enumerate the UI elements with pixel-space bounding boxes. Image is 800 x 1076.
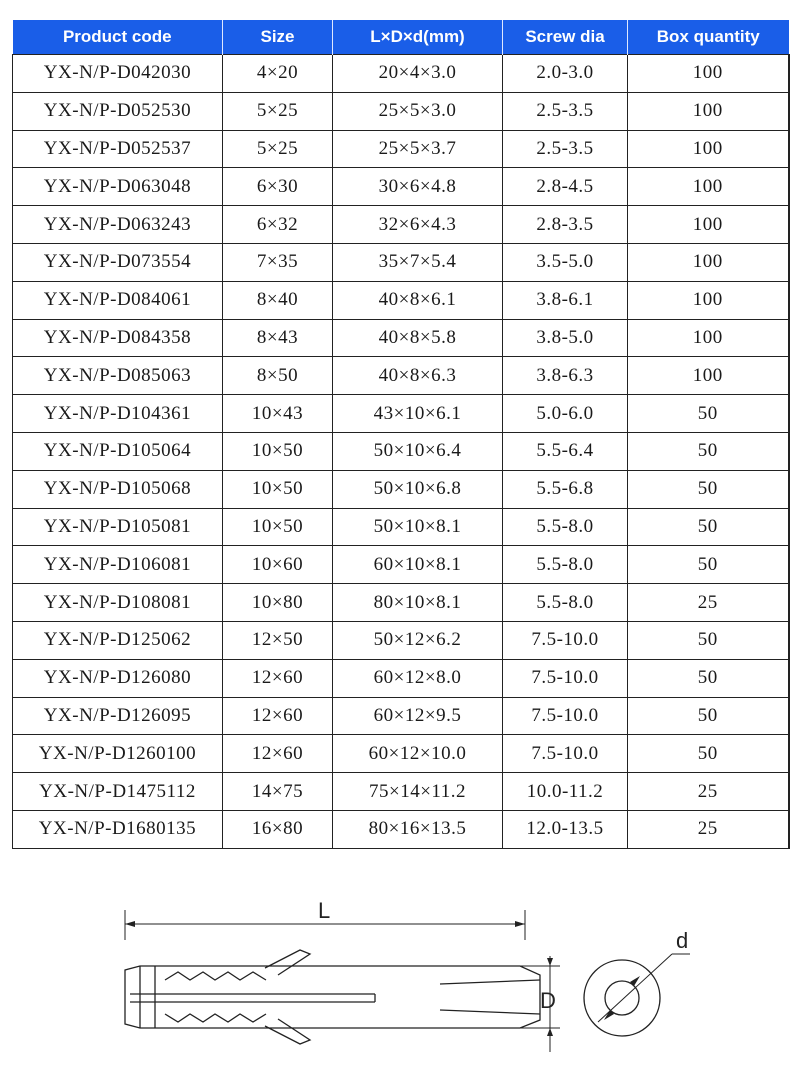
table-row [13, 395, 789, 433]
cell-size: 6×32 [223, 206, 333, 244]
length-arrow-left [125, 921, 135, 927]
table-row [13, 735, 789, 773]
cell-product-code: YX-N/P-D063243 [13, 206, 223, 244]
cell-product-code: YX-N/P-D105064 [13, 432, 223, 470]
length-label: L [318, 898, 331, 923]
cell-screw-dia: 7.5-10.0 [503, 659, 628, 697]
table-row [13, 92, 789, 130]
cell-dimensions: 50×10×8.1 [333, 508, 503, 546]
cell-screw-dia: 2.5-3.5 [503, 130, 628, 168]
cell-size: 8×43 [223, 319, 333, 357]
cell-product-code: YX-N/P-D084358 [13, 319, 223, 357]
cell-product-code: YX-N/P-D105081 [13, 508, 223, 546]
cell-product-code: YX-N/P-D084061 [13, 281, 223, 319]
cell-product-code: YX-N/P-D126095 [13, 697, 223, 735]
table-row [13, 810, 789, 848]
table-row [13, 508, 789, 546]
header-screw-dia: Screw dia [503, 20, 628, 55]
cell-size: 10×50 [223, 432, 333, 470]
cell-dimensions: 60×12×9.5 [333, 697, 503, 735]
outer-diameter-label: D [540, 988, 556, 1013]
table-header-row [13, 20, 789, 55]
cell-product-code: YX-N/P-D104361 [13, 395, 223, 433]
cell-size: 8×50 [223, 357, 333, 395]
cell-dimensions: 80×10×8.1 [333, 584, 503, 622]
length-arrow-right [515, 921, 525, 927]
cell-box-quantity: 25 [628, 773, 789, 811]
cell-screw-dia: 3.8-6.3 [503, 357, 628, 395]
cell-product-code: YX-N/P-D105068 [13, 470, 223, 508]
cell-dimensions: 25×5×3.0 [333, 92, 503, 130]
table-row [13, 432, 789, 470]
table-row [13, 697, 789, 735]
cell-size: 14×75 [223, 773, 333, 811]
cell-size: 12×60 [223, 697, 333, 735]
cell-box-quantity: 50 [628, 508, 789, 546]
cell-screw-dia: 3.8-6.1 [503, 281, 628, 319]
cell-screw-dia: 10.0-11.2 [503, 773, 628, 811]
cell-size: 10×50 [223, 508, 333, 546]
table-row [13, 168, 789, 206]
cell-box-quantity: 50 [628, 470, 789, 508]
cell-dimensions: 50×12×6.2 [333, 621, 503, 659]
cell-size: 5×25 [223, 130, 333, 168]
cell-size: 10×60 [223, 546, 333, 584]
cell-product-code: YX-N/P-D1680135 [13, 810, 223, 848]
diameter-arrow-bottom [547, 1028, 553, 1036]
cell-box-quantity: 100 [628, 92, 789, 130]
cell-product-code: YX-N/P-D042030 [13, 55, 223, 93]
cell-box-quantity: 100 [628, 357, 789, 395]
cell-size: 16×80 [223, 810, 333, 848]
cell-dimensions: 60×12×10.0 [333, 735, 503, 773]
table-row [13, 55, 789, 93]
cell-box-quantity: 25 [628, 810, 789, 848]
cell-product-code: YX-N/P-D125062 [13, 621, 223, 659]
cell-dimensions: 40×8×6.3 [333, 357, 503, 395]
cell-product-code: YX-N/P-D126080 [13, 659, 223, 697]
cell-box-quantity: 100 [628, 243, 789, 281]
cell-dimensions: 30×6×4.8 [333, 168, 503, 206]
cell-dimensions: 20×4×3.0 [333, 55, 503, 93]
header-dimensions: L×D×d(mm) [333, 20, 503, 55]
cell-screw-dia: 5.5-6.4 [503, 432, 628, 470]
cell-product-code: YX-N/P-D052537 [13, 130, 223, 168]
cell-product-code: YX-N/P-D063048 [13, 168, 223, 206]
plug-body [125, 950, 540, 1044]
cell-screw-dia: 3.5-5.0 [503, 243, 628, 281]
cell-size: 8×40 [223, 281, 333, 319]
cell-size: 7×35 [223, 243, 333, 281]
cell-dimensions: 75×14×11.2 [333, 773, 503, 811]
table-row [13, 659, 789, 697]
cell-size: 6×30 [223, 168, 333, 206]
cell-box-quantity: 100 [628, 281, 789, 319]
table-row [13, 319, 789, 357]
cell-box-quantity: 100 [628, 55, 789, 93]
diameter-arrow-top [547, 958, 553, 966]
cell-size: 10×50 [223, 470, 333, 508]
cell-screw-dia: 7.5-10.0 [503, 621, 628, 659]
table-row [13, 584, 789, 622]
cell-box-quantity: 50 [628, 432, 789, 470]
table-row [13, 206, 789, 244]
cell-box-quantity: 50 [628, 546, 789, 584]
cell-box-quantity: 100 [628, 168, 789, 206]
table-row [13, 357, 789, 395]
cell-screw-dia: 12.0-13.5 [503, 810, 628, 848]
cell-size: 10×43 [223, 395, 333, 433]
cell-box-quantity: 50 [628, 735, 789, 773]
cell-size: 5×25 [223, 92, 333, 130]
cell-screw-dia: 7.5-10.0 [503, 697, 628, 735]
end-view-inner-circle [605, 981, 639, 1015]
cell-screw-dia: 5.5-8.0 [503, 546, 628, 584]
wall-plug-drawing [0, 880, 800, 1076]
table-row [13, 773, 789, 811]
cell-size: 12×60 [223, 735, 333, 773]
cell-box-quantity: 50 [628, 697, 789, 735]
table-row [13, 621, 789, 659]
cell-product-code: YX-N/P-D052530 [13, 92, 223, 130]
cell-screw-dia: 5.5-8.0 [503, 508, 628, 546]
cell-dimensions: 32×6×4.3 [333, 206, 503, 244]
cell-box-quantity: 100 [628, 319, 789, 357]
cell-screw-dia: 2.8-3.5 [503, 206, 628, 244]
table-row [13, 130, 789, 168]
header-box-quantity: Box quantity [628, 20, 789, 55]
cell-box-quantity: 25 [628, 584, 789, 622]
table-row [13, 281, 789, 319]
cell-box-quantity: 100 [628, 130, 789, 168]
cell-dimensions: 50×10×6.4 [333, 432, 503, 470]
cell-dimensions: 43×10×6.1 [333, 395, 503, 433]
cell-product-code: YX-N/P-D106081 [13, 546, 223, 584]
cell-dimensions: 40×8×5.8 [333, 319, 503, 357]
anchor-diagram [0, 880, 800, 1076]
cell-screw-dia: 5.5-6.8 [503, 470, 628, 508]
cell-product-code: YX-N/P-D1475112 [13, 773, 223, 811]
cell-dimensions: 50×10×6.8 [333, 470, 503, 508]
cell-screw-dia: 2.8-4.5 [503, 168, 628, 206]
cell-box-quantity: 100 [628, 206, 789, 244]
cell-screw-dia: 5.0-6.0 [503, 395, 628, 433]
cell-dimensions: 40×8×6.1 [333, 281, 503, 319]
cell-dimensions: 60×12×8.0 [333, 659, 503, 697]
inner-diameter-label: d [676, 928, 689, 953]
cell-product-code: YX-N/P-D1260100 [13, 735, 223, 773]
cell-screw-dia: 2.5-3.5 [503, 92, 628, 130]
cell-size: 4×20 [223, 55, 333, 93]
end-view-outer-circle [584, 960, 660, 1036]
table-row [13, 243, 789, 281]
table-row [13, 470, 789, 508]
cell-box-quantity: 50 [628, 621, 789, 659]
cell-box-quantity: 50 [628, 395, 789, 433]
cell-dimensions: 25×5×3.7 [333, 130, 503, 168]
cell-size: 10×80 [223, 584, 333, 622]
table-row [13, 546, 789, 584]
cell-screw-dia: 5.5-8.0 [503, 584, 628, 622]
spec-table-container [12, 20, 788, 849]
cell-size: 12×60 [223, 659, 333, 697]
cell-dimensions: 80×16×13.5 [333, 810, 503, 848]
spec-table [12, 20, 790, 849]
cell-screw-dia: 7.5-10.0 [503, 735, 628, 773]
table-body [13, 55, 789, 849]
cell-product-code: YX-N/P-D085063 [13, 357, 223, 395]
header-size: Size [223, 20, 333, 55]
cell-size: 12×50 [223, 621, 333, 659]
cell-dimensions: 60×10×8.1 [333, 546, 503, 584]
cell-dimensions: 35×7×5.4 [333, 243, 503, 281]
header-product-code: Product code [13, 20, 223, 55]
cell-product-code: YX-N/P-D073554 [13, 243, 223, 281]
cell-box-quantity: 50 [628, 659, 789, 697]
cell-product-code: YX-N/P-D108081 [13, 584, 223, 622]
cell-screw-dia: 3.8-5.0 [503, 319, 628, 357]
cell-screw-dia: 2.0-3.0 [503, 55, 628, 93]
